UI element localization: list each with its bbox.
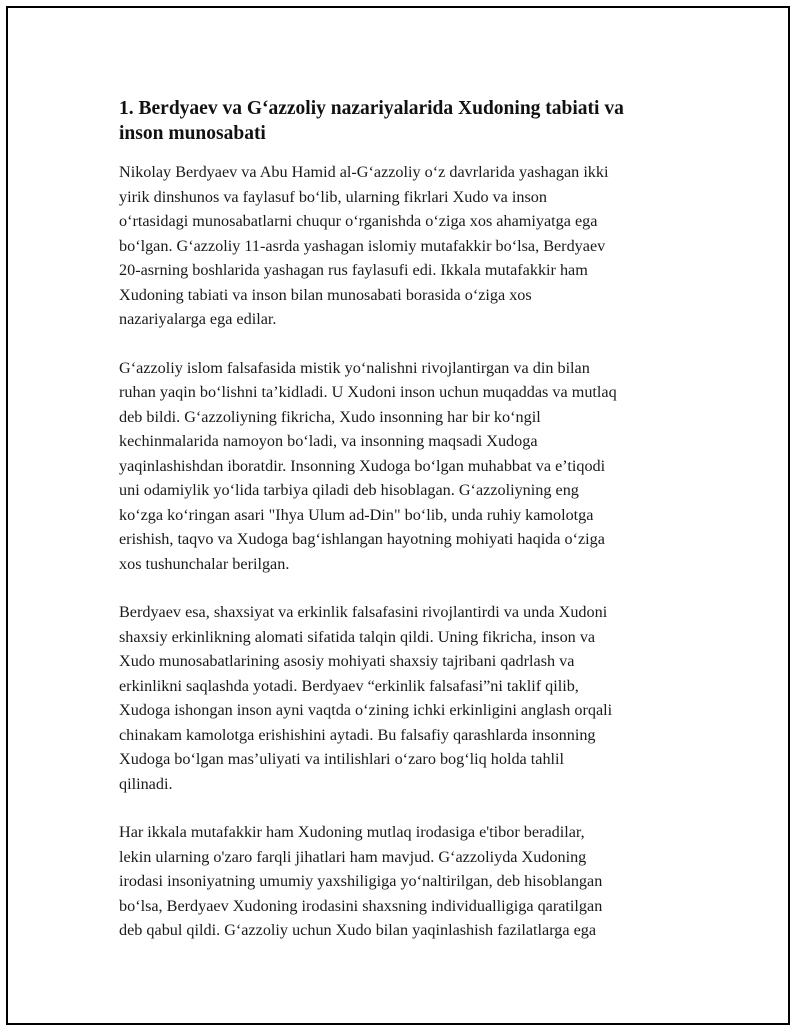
- paragraph-4: [119, 820, 689, 943]
- text-line: G‘azzoliy islom falsafasida mistik yo‘nalishni rivojlantirgan va din bilan: [119, 358, 590, 377]
- text-line: Xudoga ishongan inson ayni vaqtda o‘zining ichki erkinligini anglash orqali: [119, 701, 613, 719]
- text-line: uni odamiylik yo‘lida tarbiya qiladi deb hisoblagan. G‘azzoliyning eng: [119, 481, 579, 499]
- text-line: Nikolay Berdyaev va Abu Hamid al-G‘azzoliy o‘z davrlarida yashagan ikki: [119, 163, 609, 181]
- paragraph-1: [119, 160, 689, 332]
- text-line: Xudoning tabiati va inson bilan munosabati borasida o‘ziga xos: [119, 285, 532, 304]
- paragraph-2: [119, 356, 689, 577]
- text-line: irodasi insoniyatning umumiy yaxshiligiga yo‘naltirilgan, deb hisoblangan: [119, 872, 603, 890]
- page-frame: [6, 6, 790, 1025]
- document-body: [119, 96, 689, 967]
- text-line: lekin ularning o'zaro farqli jihatlari ham mavjud. G‘azzoliyda Xudoning: [119, 847, 587, 866]
- text-line: yaqinlashishdan iboratdir. Insonning Xudoga bo‘lgan muhabbat va e’tiqodi: [119, 456, 606, 475]
- text-line: Xudoga bo‘lgan mas’uliyati va intilishlari o‘zaro bog‘liq holda tahlil: [119, 750, 565, 768]
- text-line: kechinmalarida namoyon bo‘ladi, va insonning maqsadi Xudoga: [119, 432, 538, 450]
- text-line: qilinadi.: [119, 774, 173, 793]
- section-heading: [119, 96, 689, 146]
- text-line: deb qabul qildi. G‘azzoliy uchun Xudo bilan yaqinlashish fazilatlarga ega: [119, 921, 597, 939]
- text-line: 20-asrning boshlarida yashagan rus faylasufi edi. Ikkala mutafakkir ham: [119, 261, 588, 279]
- text-line: erkinlikni saqlashda yotadi. Berdyaev “erkinlik falsafasi”ni taklif qilib,: [119, 676, 579, 695]
- text-line: bo‘lsa, Berdyaev Xudoning irodasini shaxsning individualligiga qaratilgan: [119, 896, 603, 915]
- text-line: Har ikkala mutafakkir ham Xudoning mutlaq irodasiga e'tibor beradilar,: [119, 823, 585, 841]
- text-line: xos tushunchalar berilgan.: [119, 554, 290, 573]
- text-line: ko‘zga ko‘ringan asari "Ihya Ulum ad-Din" bo‘lib, unda ruhiy kamolotga: [119, 505, 594, 524]
- text-line: bo‘lgan. G‘azzoliy 11-asrda yashagan islomiy mutafakkir bo‘lsa, Berdyaev: [119, 236, 606, 255]
- text-line: deb bildi. G‘azzoliyning fikricha, Xudo insonning har bir ko‘ngil: [119, 407, 541, 426]
- heading-line: inson munosabati: [119, 123, 266, 144]
- text-line: yirik dinshunos va faylasuf bo‘lib, ularning fikrlari Xudo va inson: [119, 187, 547, 206]
- text-line: erishish, taqvo va Xudoga bag‘ishlangan hayotning mohiyati haqida o‘ziga: [119, 530, 605, 548]
- text-line: o‘rtasidagi munosabatlarni chuqur o‘rganishda o‘ziga xos ahamiyatga ega: [119, 212, 598, 230]
- text-line: ruhan yaqin bo‘lishni ta’kidladi. U Xudoni inson uchun muqaddas va mutlaq: [119, 383, 617, 401]
- text-line: Berdyaev esa, shaxsiyat va erkinlik falsafasini rivojlantirdi va unda Xudoni: [119, 603, 608, 621]
- heading-line: 1. Berdyaev va G‘azzoliy nazariyalarida Xudoning tabiati va: [119, 98, 624, 119]
- text-line: nazariyalarga ega edilar.: [119, 310, 277, 328]
- text-line: Xudo munosabatlarining asosiy mohiyati shaxsiy tajribani qadrlash va: [119, 652, 575, 670]
- text-line: shaxsiy erkinlikning alomati sifatida talqin qildi. Uning fikricha, inson va: [119, 627, 596, 646]
- text-line: chinakam kamolotga erishishini aytadi. Bu falsafiy qarashlarda insonning: [119, 725, 596, 744]
- paragraph-3: [119, 600, 689, 796]
